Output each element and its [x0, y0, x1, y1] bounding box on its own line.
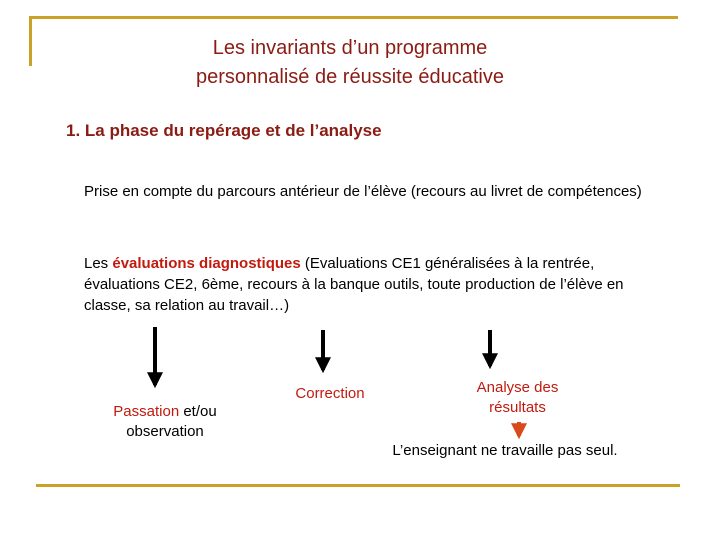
title-line-1: Les invariants d’un programme — [212, 37, 488, 59]
section-heading: 1. La phase du repérage et de l’analyse — [66, 121, 382, 140]
label-teacher-not-alone: L’enseignant ne travaille pas seul. — [392, 442, 618, 459]
paragraph-evaluations-rest: (Evaluations CE1 généralisées à la rentrée, évaluations CE2, 6ème, recours à la banque outils, toute production de l’élève en classe, sa relation au travail…) — [84, 255, 624, 314]
label-passation-observation — [80, 402, 250, 442]
label-passation-word: Passation — [113, 403, 180, 420]
title-line-2: personnalisé de réussite éducative — [196, 66, 504, 88]
label-correction: Correction — [295, 385, 365, 402]
paragraph-evaluations-prefix: Les — [84, 255, 113, 272]
evaluations-diagnostiques-highlight: évaluations diagnostiques — [112, 255, 301, 272]
label-analyse-resultats: Analyse des résultats — [476, 379, 559, 416]
paragraph-prior-path: Prise en compte du parcours antérieur de l’élève (recours au livret de compétences) — [84, 183, 642, 200]
label-observation-words: et/ou observation — [126, 403, 217, 440]
